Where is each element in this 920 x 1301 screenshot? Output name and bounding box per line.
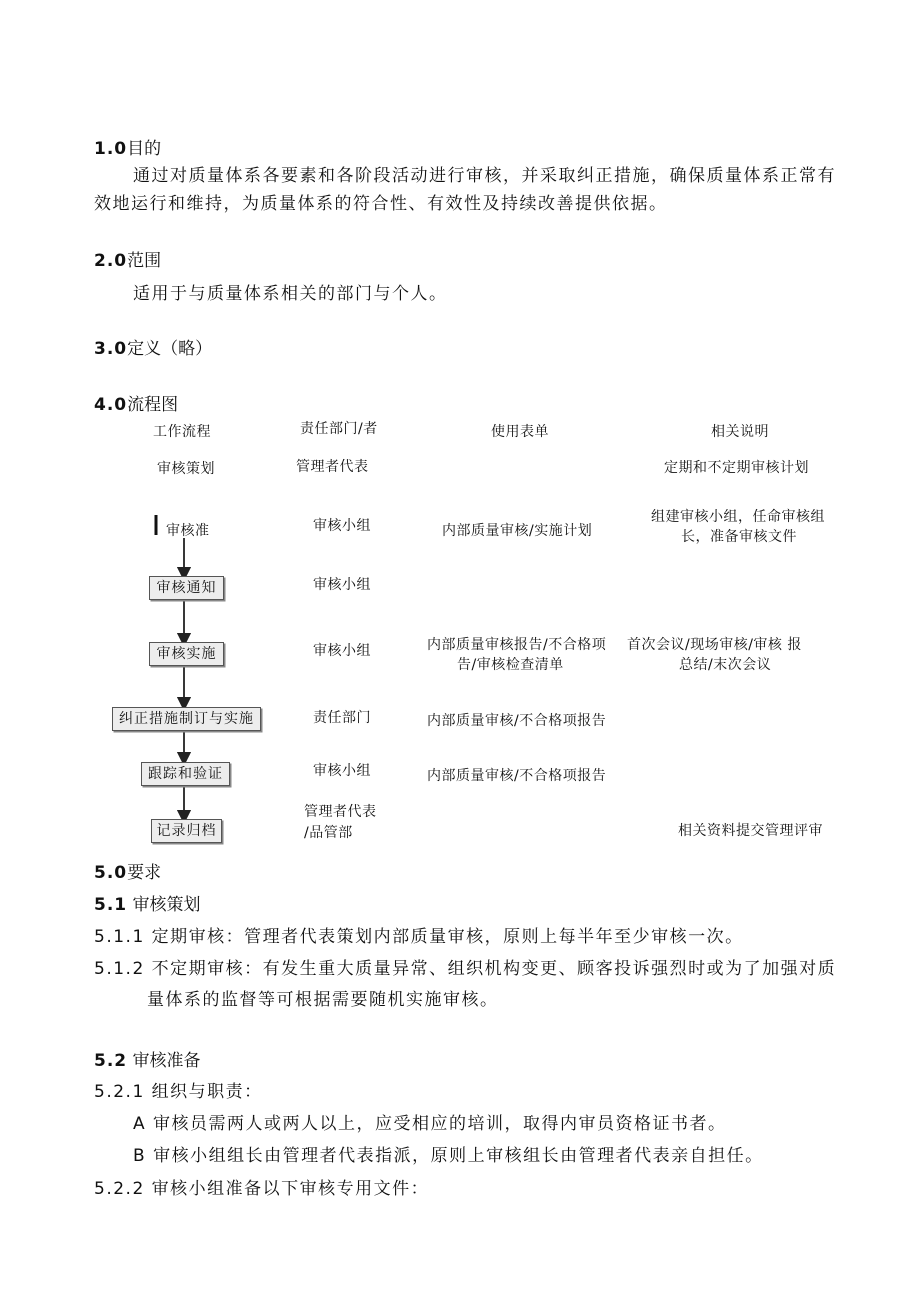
section-5-2-1-text: 组织与职责： [151, 1082, 263, 1102]
section-5-2-title: 审核准备 [132, 1051, 201, 1071]
flow-step-2-box: 审核通知 [149, 576, 224, 600]
section-5-2-2-text: 审核小组准备以下审核专用文件： [151, 1179, 430, 1199]
section-5-heading [94, 858, 161, 883]
flow-header-owner: 责任部门/者 [300, 421, 378, 437]
section-5-2-heading [94, 1046, 201, 1071]
flow-owner-6-line2: /品管部 [304, 825, 353, 841]
flow-owner-4: 责任部门 [313, 710, 371, 726]
section-5-1-heading [94, 890, 201, 915]
flow-step-3-box: 审核实施 [149, 642, 224, 666]
flow-owner-5: 审核小组 [313, 763, 371, 779]
section-1-paragraph-line2: 效地运行和维持，为质量体系的符合性、有效性及持续改善提供依据。 [94, 194, 668, 214]
section-5-1-1 [94, 922, 744, 947]
section-2-number: 2.0 [94, 251, 128, 271]
section-5-1-2 [94, 954, 836, 979]
section-5-number: 5.0 [94, 863, 128, 883]
section-5-2-number: 5.2 [94, 1051, 128, 1071]
flow-header-form: 使用表单 [491, 424, 549, 440]
flow-header-step: 工作流程 [153, 424, 211, 440]
section-5-1-2-text-line2: 量体系的监督等可根据需要随机实施审核。 [147, 990, 499, 1010]
section-4-number: 4.0 [94, 395, 128, 415]
flow-form-3-line1: 内部质量审核报告/不合格项 [427, 637, 607, 653]
item-b-label: B [133, 1146, 147, 1166]
section-5-1-number: 5.1 [94, 895, 128, 915]
section-5-2-2 [94, 1174, 429, 1199]
flow-step-5-box: 跟踪和验证 [141, 762, 230, 786]
section-5-2-1 [94, 1077, 263, 1102]
flow-note-1-line1: 组建审核小组，任命审核组 [651, 509, 825, 525]
flow-step-4-box: 纠正措施制订与实施 [112, 707, 261, 731]
item-a-text: 审核员需两人或两人以上，应受相应的培训，取得内审员资格证书者。 [153, 1114, 727, 1134]
flow-note-1-line2: 长，准备审核文件 [681, 529, 797, 545]
item-a-label: A [133, 1114, 147, 1134]
flow-owner-2: 审核小组 [313, 577, 371, 593]
flow-owner-6-line1: 管理者代表 [304, 804, 377, 820]
section-3-title: 定义（略） [127, 339, 213, 359]
section-1-paragraph-line1: 通过对质量体系各要素和各阶段活动进行审核，并采取纠正措施，确保质量体系正常有 [133, 166, 836, 186]
flow-owner-1: 审核小组 [313, 518, 371, 534]
section-3-number: 3.0 [94, 339, 128, 359]
flow-owner-0: 管理者代表 [296, 459, 369, 475]
section-5-1-1-number: 5.1.1 [94, 927, 145, 947]
section-2-paragraph: 适用于与质量体系相关的部门与个人。 [133, 284, 448, 304]
section-5-1-1-text: 定期审核：管理者代表策划内部质量审核，原则上每半年至少审核一次。 [151, 927, 744, 947]
section-2-title: 范围 [127, 251, 162, 271]
flow-step-1: 审核准 [166, 523, 210, 539]
item-b [133, 1141, 764, 1166]
item-b-text: 审核小组组长由管理者代表指派，原则上审核组长由管理者代表亲自担任。 [153, 1146, 764, 1166]
flow-note-6: 相关资料提交管理评审 [678, 823, 823, 839]
section-5-1-title: 审核策划 [132, 895, 201, 915]
section-5-title: 要求 [127, 863, 162, 883]
section-1-title: 目的 [127, 139, 162, 159]
flow-form-5: 内部质量审核/不合格项报告 [427, 768, 607, 784]
section-5-1-2-number: 5.1.2 [94, 959, 145, 979]
flow-step-6-box: 记录归档 [151, 819, 222, 843]
flow-form-4: 内部质量审核/不合格项报告 [427, 713, 607, 729]
section-5-2-1-number: 5.2.1 [94, 1082, 145, 1102]
flow-form-1: 内部质量审核/实施计划 [442, 523, 593, 539]
section-5-1-2-text: 不定期审核：有发生重大质量异常、组织机构变更、顾客投诉强烈时或为了加强对质 [151, 959, 837, 979]
flow-step-0: 审核策划 [157, 461, 215, 477]
item-a [133, 1109, 727, 1134]
flow-note-0: 定期和不定期审核计划 [664, 460, 809, 476]
flow-owner-3: 审核小组 [313, 643, 371, 659]
section-5-2-2-number: 5.2.2 [94, 1179, 145, 1199]
flow-header-note: 相关说明 [711, 424, 769, 440]
flow-note-3-line2: 总结/末次会议 [679, 657, 772, 673]
section-1-number: 1.0 [94, 139, 128, 159]
flow-note-3-line1: 首次会议/现场审核/审核 报 [627, 637, 802, 653]
section-4-title: 流程图 [127, 395, 179, 415]
flow-form-3-line2: 告/审核检查清单 [457, 657, 564, 673]
